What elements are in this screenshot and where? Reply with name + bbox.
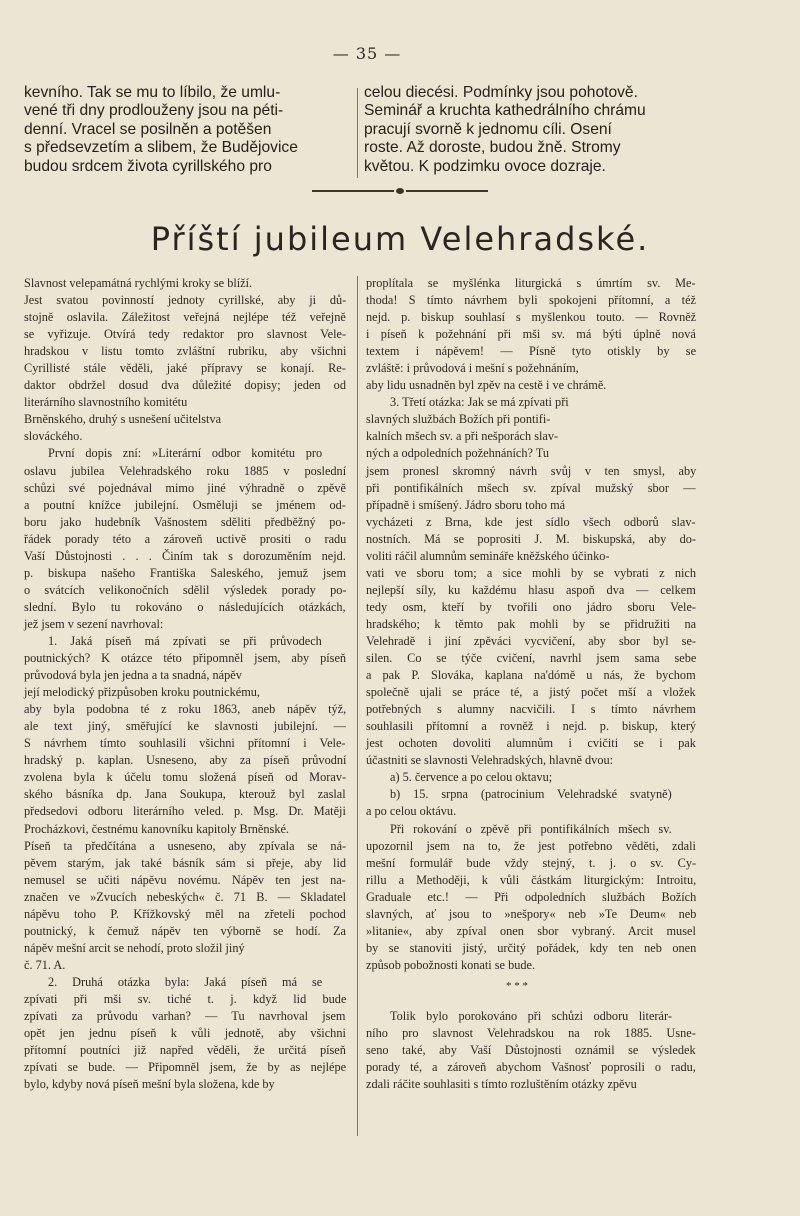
article-headline: Příští jubileum Velehradské. [150, 220, 650, 258]
text-line: při pontifikálních mšech sv. zpíval mužský sbor — [366, 480, 696, 495]
text-line: roste. Až doroste, budou žně. Stromy [364, 139, 621, 157]
text-line: Procházkovi, čestnému kanovníku kapitoly Brněnské. [24, 821, 290, 836]
text-line: jež jsem v sezení navrhoval: [24, 616, 164, 631]
text-line: thoda! S tímto návrhem byli spokojeni přítomní, a též [366, 293, 696, 308]
article-left-column [24, 275, 346, 1093]
text-line: Slavnost velepamátná rychlými kroky se blíží. [24, 276, 253, 290]
paragraph [366, 394, 696, 769]
text-line: Jest svatou povinností jednoty cyrillské, aby ji dů- [24, 293, 347, 308]
page-number: — 35 — [332, 44, 402, 63]
text-line: zdali ráčite souhlasiti s tímto rozluštěním otázky zpěvu [366, 1077, 637, 1092]
text-line: textem i nápěvem! — Písně tyto otiskly by se [366, 344, 697, 359]
text-line: Píseň ta předčítána a usneseno, aby zpívala se ná- [24, 838, 347, 853]
text-line: silen. Co se týče cvičení, navrhl jsem sama sebe [366, 651, 697, 666]
text-line: Brněnského, druhý s usnešení učitelstva [24, 412, 222, 427]
text-line: řádek porady této a zároveň uctivě prositi o radu [24, 531, 347, 546]
text-line: Tolik bylo porokováno při schůzi odboru literár- [390, 1008, 672, 1023]
text-line: zpívati za průvodu varhan? — Tu navrhoval jsem [24, 1009, 346, 1024]
text-line: mešní formulář bude vždy stejný, t. j. o sv. Cy- [366, 855, 697, 870]
text-line: způsob pobožnosti konati se bude. [366, 957, 536, 972]
text-line: č. 71. A. [24, 957, 66, 972]
text-line: celou diecési. Podmínky jsou pohotově. [364, 84, 638, 101]
text-line: boru jako hudebník Vašnostem sděliti předběžný po- [24, 514, 346, 529]
text-line: hradský p. kaplan. Usneseno, aby za píseň průvodní [24, 753, 347, 768]
text-line: porady té, a zároveň abychom Vašnosť poprosili o radu, [366, 1060, 696, 1075]
text-line: průvodová byla jen jedna a ta snadná, nápěv [24, 668, 242, 683]
text-line: slední. Bylo tu rokováno o následujících otázkách, [24, 599, 346, 614]
text-line: květou. K podzimku ovoce dozraje. [364, 157, 606, 175]
text-line: pracují svorně k jednomu cíli. Osení [364, 120, 612, 138]
text-line: zvláště: i průvodová i mešní s požehnáním, [366, 361, 579, 376]
text-line: aby byla podobna té z roku 1863, aneb nápěv týž, [24, 702, 347, 717]
text-line: a) 5. července a po celou oktavu; [390, 770, 553, 785]
paragraph [24, 633, 346, 974]
text-line: kalních mšech sv. a při nešporách slav- [366, 429, 559, 444]
column-divider-top [357, 88, 358, 178]
text-line: nostních. Má se poprositi J. M. biskupská, aby do- [366, 531, 696, 546]
text-line: opět jen jednu píseň k vůli jednotě, aby všichni [24, 1026, 346, 1041]
text-line: ního pro slavnost Velehradskou na rok 1885. Usne- [366, 1025, 696, 1040]
paragraph [366, 275, 696, 394]
text-line: účastniti se slavnosti Velehradských, hlavně dvou: [366, 753, 614, 768]
text-line: předsedovi odboru literárního veled. p. Msg. Dr. Matěji [24, 804, 346, 819]
text-line: literárního slavnostního komitétu [24, 395, 188, 410]
text-line: b) 15. srpna (patrocinium Velehradské svatyně) [390, 787, 672, 802]
text-line: vati ve sboru tom; a sice mohli by se vybrati z nich [366, 565, 696, 580]
text-line: upozornil jsem na to, že jest potřebno věděti, zdali [366, 838, 696, 853]
text-line: kevního. Tak se mu to líbilo, že umlu- [24, 84, 281, 101]
text-line: p. biskupa našeho Františka Saleského, jemuž jsem [24, 565, 347, 580]
text-line: její melodický přizpůsoben kroku poutnickému, [24, 685, 260, 700]
text-line: První dopis zní: »Literární odbor komitétu pro [48, 446, 323, 461]
text-line: Graduale etc.! — Při odpoledních službách Božích [366, 889, 697, 904]
text-line: zpívati při mši sv. tiché t. j. když lid bude [24, 991, 347, 1006]
section-stars [366, 974, 696, 1008]
article-right-column [366, 275, 696, 1093]
text-line: nápěv mešní arcit se nehodí, proto složil jiný [24, 940, 245, 955]
text-line: s předsevzetím a slibem, že Budějovice [24, 139, 298, 157]
text-line: slováckého. [24, 429, 83, 444]
text-line: denní. Vracel se posilněn a potěšen [24, 120, 272, 138]
text-line: nejlepší síly, ku každému hlasu aspoň dva — celkem [366, 582, 696, 597]
text-line: hradskou v listu tomto zvláštní rubriku, aby všichni [24, 344, 347, 359]
text-line: bylo, kdyby nová píseň mešní byla složena, kde by [24, 1077, 275, 1092]
text-line: hradského; k těmto pak mohli by se přidružiti na [366, 616, 697, 631]
text-line: nemusel se učiti nápěvu novému. Nápěv ten jest na- [24, 872, 346, 887]
text-line: 2. Druhá otázka byla: Jaká píseň má se [48, 974, 323, 989]
text-line: zpívati se bude. — Připomněl jsem, že by as nejlépe [24, 1060, 347, 1075]
paragraph [24, 275, 346, 445]
text-line: Vaší Důstojnosti . . . Činím tak s dorozuměním nejd. [24, 548, 346, 563]
text-line: S návrhem tímto souhlasili všichni přítomní i Vele- [24, 736, 346, 751]
text-line: a pak P. Slováka, kaplana na'dómě u nás, že bychom [366, 668, 696, 683]
text-line: ale text jiný, směřující ke slavnosti jubilejní. — [24, 719, 346, 734]
text-line: a poutní knížce jubilejní. Osměluji se jménem od- [24, 497, 346, 512]
text-line: o svátcích velikonočních sdělil výsledek porady po- [24, 582, 347, 597]
paragraph [366, 1008, 696, 1093]
text-line: slavných, ať jsou to »nešpory« neb »Te Deum« neb [366, 906, 697, 921]
text-line: stojně oslavila. Záležitost veřejná nejlépe též veřejně [24, 310, 346, 325]
text-line: by se stanoviti jistý, určitý pořádek, kdy ten neb onen [366, 940, 697, 955]
text-line: poutnický, k čemuž nápěv ten výborně se hodí. Za [24, 923, 346, 938]
paragraph [24, 445, 346, 633]
text-line: jest ochoten dovoliti alumnům i cvičiti se i pak [366, 736, 696, 751]
text-line: zvolena byla k účelu tomu složená píseň od Morav- [24, 770, 347, 785]
column-divider-body [357, 276, 358, 1136]
text-line: i píseň k požehnání při mši sv. má býti úplně nová [366, 327, 696, 342]
top-left-column [24, 84, 350, 176]
text-line: tedy osm, kteří by tvořili ono jádro sboru Vele- [366, 599, 697, 614]
text-line: nápěvu toho P. Křížkovský měl na zřeteli pochod [24, 906, 346, 921]
text-line: ných a odpoledních požehnáních? Tu [366, 446, 550, 461]
text-line: a po celou oktávu. [366, 804, 457, 819]
text-line: schůzi své pojednával mimo jiné výhradně o zpěvě [24, 480, 346, 495]
text-line: daktor obdržel dosud dva důležité dopisy; jeden od [24, 378, 346, 393]
text-line: nejd. p. biskup souhlasí s myšlenkou touto. — Rovněž [366, 310, 697, 325]
paragraph [366, 786, 696, 820]
stars-text: * * * [506, 979, 528, 992]
top-right-column [364, 84, 784, 176]
text-line: oslavu jubilea Velehradského roku 1885 v poslední [24, 463, 347, 478]
text-line: rillu a Methoději, k vůli částkám liturgickým: Introitu, [366, 872, 697, 887]
text-line: souhlasili přítomní a rovněž i nejd. p. biskup, který [366, 719, 697, 734]
text-line: Seminář a kruchta kathedrálního chrámu [364, 102, 646, 120]
text-line: »litanie«, aby zpíval onen sbor vybraný. Arcit musel [366, 923, 696, 938]
text-line: společně ujali se práce té, a jistý počet mší a vložek [366, 685, 696, 700]
section-ornament [312, 188, 488, 194]
text-line: proplítala se myšlénka liturgická s úmrtím sv. Me- [366, 276, 696, 290]
text-line: potřebných s alumny nacvičili. I s tímto návrhem [366, 702, 696, 717]
text-line: vycházeti z Brna, kde jest sídlo všech odborů slav- [366, 514, 696, 529]
text-line: budou srdcem života cyrillského pro [24, 157, 272, 175]
paragraph [366, 769, 696, 786]
text-line: voliti ráčil alumnům semináře kněžského účinko- [366, 548, 610, 563]
text-line: Při rokování o zpěvě při pontifikálních mšech sv. [390, 821, 672, 836]
text-line: značen ve »Zvucích nebeských« č. 71 B. — Skladatel [24, 889, 347, 904]
text-line: aby lidu usnadněn byl zpěv na cestě i ve chrámě. [366, 378, 607, 393]
text-line: se vyřizuje. Otvírá tedy redaktor pro slavnost Vele- [24, 327, 347, 342]
text-line: 1. Jaká píseň má zpívati se při průvodech [48, 633, 322, 648]
text-line: seno také, aby Vaší Důstojnosti oznámil se výsledek [366, 1043, 696, 1058]
text-line: vené tři dny prodlouženy jsou na péti- [24, 102, 284, 120]
text-line: slavných službách Božích při pontifi- [366, 412, 551, 427]
text-line: Cyrillisté stále věděli, jaké přípravy se konají. Re- [24, 361, 346, 376]
paragraph [24, 974, 346, 1093]
text-line: přítomní poutníci již napřed věděli, že určitá píseň [24, 1043, 346, 1058]
text-line: ského básníka dp. Jana Soukupa, kterouž byl zaslal [24, 787, 346, 802]
text-line: poutnických? K otázce této připomněl jsem, aby píseň [24, 651, 347, 666]
paragraph [366, 821, 696, 974]
text-line: jsem pronesl skromný návrh svůj v ten smysl, aby [366, 463, 697, 478]
text-line: pěvem starým, jak také básník sám si přeje, aby lid [24, 855, 347, 870]
text-line: Velehradě i jiní zpěváci vycvičení, aby sbor byl se- [366, 633, 697, 648]
text-line: 3. Třetí otázka: Jak se má zpívati při [390, 395, 569, 410]
text-line: případně i smíšený. Jádro sboru toho má [366, 497, 566, 512]
